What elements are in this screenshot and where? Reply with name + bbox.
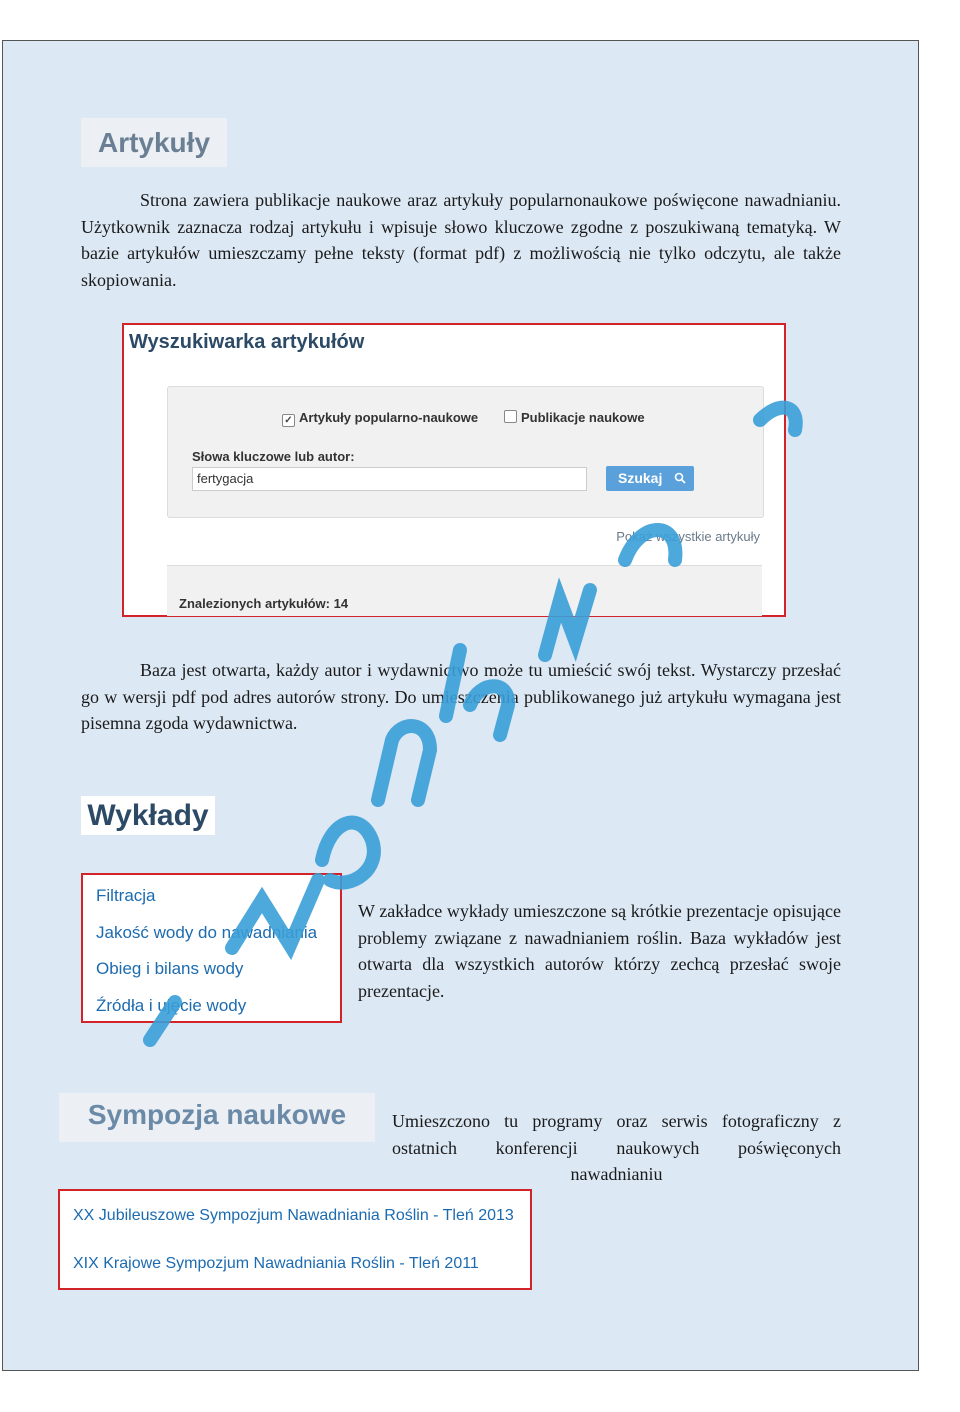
search-widget [122, 323, 786, 617]
found-count: Znalezionych artykułów: 14 [179, 596, 349, 611]
lecture-item[interactable]: Źródła i ujęcie wody [96, 996, 247, 1015]
symposium-item[interactable]: XX Jubileuszowe Sympozjum Nawadniania Roślin - Tleń 2013 [73, 1207, 514, 1224]
found-count-bar [167, 565, 762, 616]
symposium-item[interactable]: XIX Krajowe Sympozjum Nawadniania Roślin - Tleń 2011 [73, 1255, 479, 1272]
search-button[interactable]: Szukaj [606, 466, 694, 491]
articles-heading: Artykuły [81, 118, 227, 167]
keywords-input[interactable]: fertygacja [192, 467, 587, 491]
lectures-heading: Wykłady [81, 796, 215, 835]
symposium-list [58, 1189, 532, 1290]
show-all-link[interactable]: Pokaż wszystkie artykuły [616, 529, 760, 544]
symposium-text [392, 1108, 841, 1188]
lectures-text: W zakładce wykłady umieszczone są krótkie prezentacje opisujące problemy związane z nawadnianiem roślin. Baza wykładów jest otwarta dla wszystkich autorów którzy zechcą przesłać swoje prezentacje. [358, 901, 841, 1002]
articles-outro: Baza jest otwarta, każdy autor i wydawnictwo może tu umieścić swój tekst. Wystarczy przesłać go w wersji pdf pod adres autorów strony. Do umieszczenia publikowanego już artykułu wymagana jest pisemna zgoda wydawnictwa. [81, 660, 841, 734]
search-widget-title: Wyszukiwarka artykułów [129, 331, 365, 353]
lecture-item[interactable]: Jakość wody do nawadniania [96, 923, 318, 942]
symposium-text-line1: Umieszczono tu programy oraz serwis fotograficzny z ostatnich konferencji naukowych poświęconych [392, 1111, 841, 1158]
magnifier-icon [674, 472, 686, 484]
lectures-list [81, 873, 342, 1023]
checkbox-scientific-box[interactable] [504, 410, 517, 423]
checkbox-popular[interactable]: ✓ Artykuły popularno-naukowe [282, 410, 478, 427]
symposium-heading: Sympozja naukowe [59, 1093, 375, 1142]
checkbox-scientific[interactable]: Publikacje naukowe [504, 410, 645, 425]
lecture-item[interactable]: Filtracja [96, 886, 156, 905]
keywords-label: Słowa kluczowe lub autor: [192, 449, 355, 464]
lecture-item[interactable]: Obieg i bilans wody [96, 959, 244, 978]
articles-intro: Strona zawiera publikacje naukowe araz artykuły popularnonaukowe poświęcone nawadnianiu. Użytkownik zaznacza rodzaj artykułu i wpisuje słowo kluczowe zgodne z poszukiwaną tematyką. W bazie artykułów umieszczamy pełne teksty (format pdf) z możliwością nie tylko odczytu, ale także skopiowania. [81, 190, 841, 291]
symposium-text-line2: nawadnianiu [570, 1164, 663, 1185]
search-panel [167, 386, 764, 518]
checkbox-popular-box[interactable]: ✓ [282, 414, 295, 427]
